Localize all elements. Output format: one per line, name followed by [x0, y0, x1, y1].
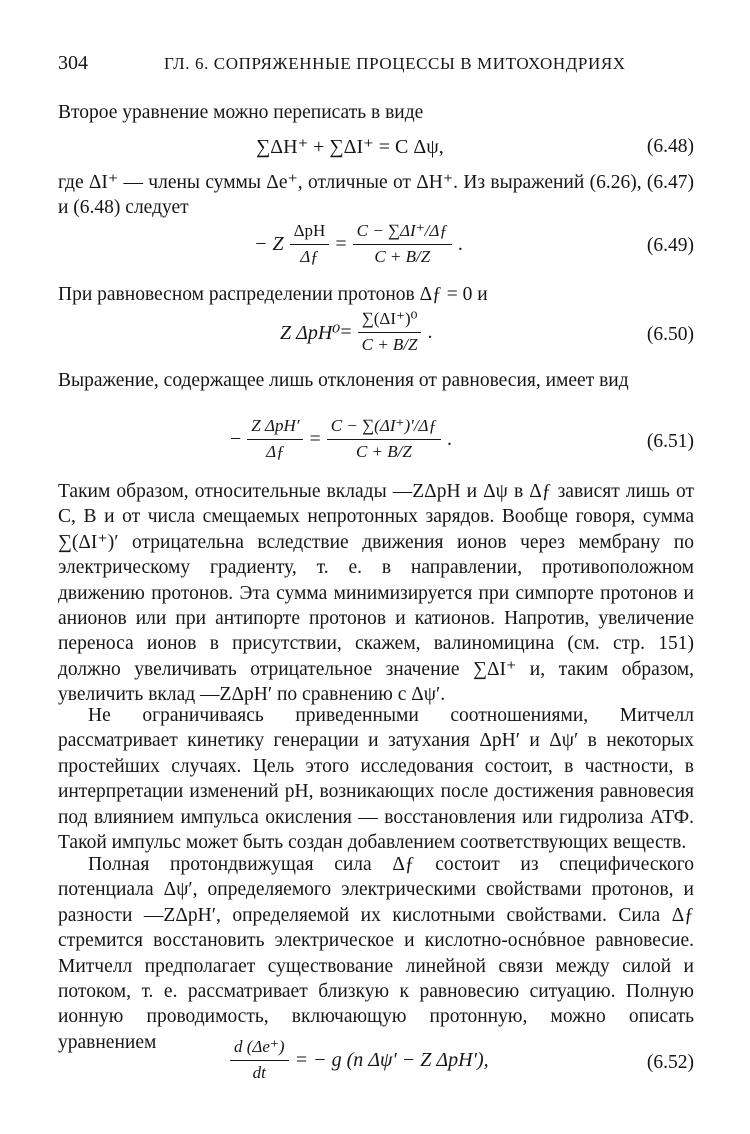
equation-body: ∑ΔH⁺ + ∑ΔI⁺ = C Δψ, [256, 136, 444, 158]
equation-body [280, 308, 432, 356]
equation-number: (6.52) [646, 1052, 694, 1073]
fraction-numerator: C − ∑(ΔI⁺)′/Δƒ [327, 415, 441, 440]
paragraph-text: Таким образом, относительные вклады —ZΔpH и Δψ в Δƒ зависят лишь от C, B и от числа смещаемых непротонных зарядов. Вообще говоря, сумма ∑(ΔI⁺)′ отрицательна вследствие движения ионов через мембрану по электрическому градиенту, т. е. в направлении, противоположном движению протонов. Эта сумма минимизируется при симпорте протонов и анионов или при антипорте протонов и катионов. Напротив, увеличение переноса ионов в присутствии, скажем, валиномицина (см. стр. 151) должно увеличивать отрицательное значение ∑ΔI⁺ и, таким образом, увеличить вклад —ZΔpH′ по сравнению с Δψ′. [58, 481, 694, 706]
paragraph-5 [58, 479, 694, 708]
equation-6-51 [58, 415, 694, 471]
equation-6-49 [58, 220, 694, 276]
running-head: ГЛ. 6. СОПРЯЖЕННЫЕ ПРОЦЕССЫ В МИТОХОНДРИЯХ [164, 54, 626, 73]
fraction-numerator: d (Δe⁺) [230, 1036, 289, 1061]
fraction [290, 220, 330, 268]
paragraph-2 [58, 170, 694, 221]
fraction [358, 308, 422, 356]
fraction-denominator: dt [252, 1063, 266, 1082]
equation-body [254, 220, 463, 268]
fraction-denominator: C + B/Z [374, 247, 431, 266]
page-number: 304 [58, 52, 88, 74]
fraction [353, 220, 452, 268]
paragraph-1 [58, 100, 694, 125]
equation-6-50 [58, 308, 694, 364]
equation-tail: . [447, 427, 453, 450]
paragraph-text: При равновесном распределении протонов Δƒ = 0 и [58, 284, 488, 305]
equation-number: (6.50) [646, 324, 694, 345]
fraction-denominator: C + B/Z [355, 442, 412, 461]
equals-sign: = [340, 320, 352, 343]
equation-tail: . [427, 320, 433, 343]
paragraph-3 [58, 282, 694, 307]
equation-6-48 [58, 134, 694, 166]
fraction-numerator: ∑(ΔI⁺)⁰ [358, 308, 422, 333]
equation-body [230, 415, 452, 463]
paragraph-text: Второе уравнение можно переписать в виде [58, 102, 424, 123]
fraction-denominator: C + B/Z [361, 335, 418, 354]
paragraph-6 [58, 703, 694, 855]
equation-tail: . [457, 232, 463, 255]
equation-lhs-prefix: − Z [254, 232, 284, 255]
equation-lhs: Z ΔpH⁰ [280, 321, 341, 344]
paragraph-4 [58, 368, 694, 393]
equation-number: (6.49) [646, 235, 694, 256]
paragraph-text: Не ограничиваясь приведенными соотношениями, Митчелл рассматривает кинетику генерации и затухания ΔpH′ и Δψ′ в некоторых простейших случаях. Цель этого исследования состоит, в частности, в интерпретации изменений pH, возникающих после достижения равновесия под влиянием импульса окисления — восстановления или гидролиза АТФ. Такой импульс может быть создан добавлением соответствующих веществ. [58, 705, 694, 854]
equation-lhs-prefix: − [230, 427, 242, 450]
equation-body [224, 1036, 489, 1084]
fraction-numerator: ΔpH [290, 220, 330, 245]
equation-number: (6.51) [646, 431, 694, 452]
fraction [230, 1036, 289, 1084]
equation-rhs: = − g (n Δψ′ − Z ΔpH′), [294, 1048, 489, 1071]
paragraph-7 [58, 852, 694, 1055]
fraction-denominator: Δƒ [266, 442, 285, 461]
paragraph-text: где ΔI⁺ — члены суммы Δe⁺, отличные от ΔH⁺. Из выражений (6.26), (6.47) и (6.48) следует [58, 172, 694, 219]
equals-sign: = [335, 232, 347, 255]
fraction-numerator: Z ΔpH′ [247, 415, 303, 440]
fraction [327, 415, 441, 463]
paragraph-text: Выражение, содержащее лишь отклонения от равновесия, имеет вид [58, 370, 629, 391]
equation-6-52 [58, 1036, 694, 1092]
paragraph-text: Полная протондвижущая сила Δƒ состоит из специфического потенциала Δψ′, определяемого электрическими свойствами протонов, и разности —ZΔpH′, определяемой их кислотными свойствами. Сила Δƒ стремится восстановить электрическое и кислотно-оснóвное равновесие. Митчелл предполагает существование линейной связи между силой и потоком, т. е. рассматривает близкую к равновесию ситуацию. Полную ионную проводимость, включающую протонную, можно описать уравнением [58, 854, 694, 1053]
equals-sign: = [309, 427, 321, 450]
page-header [58, 52, 698, 80]
fraction-denominator: Δƒ [300, 247, 319, 266]
fraction [247, 415, 303, 463]
equation-number: (6.48) [646, 136, 694, 157]
fraction-numerator: C − ∑ΔI⁺/Δƒ [353, 220, 452, 245]
